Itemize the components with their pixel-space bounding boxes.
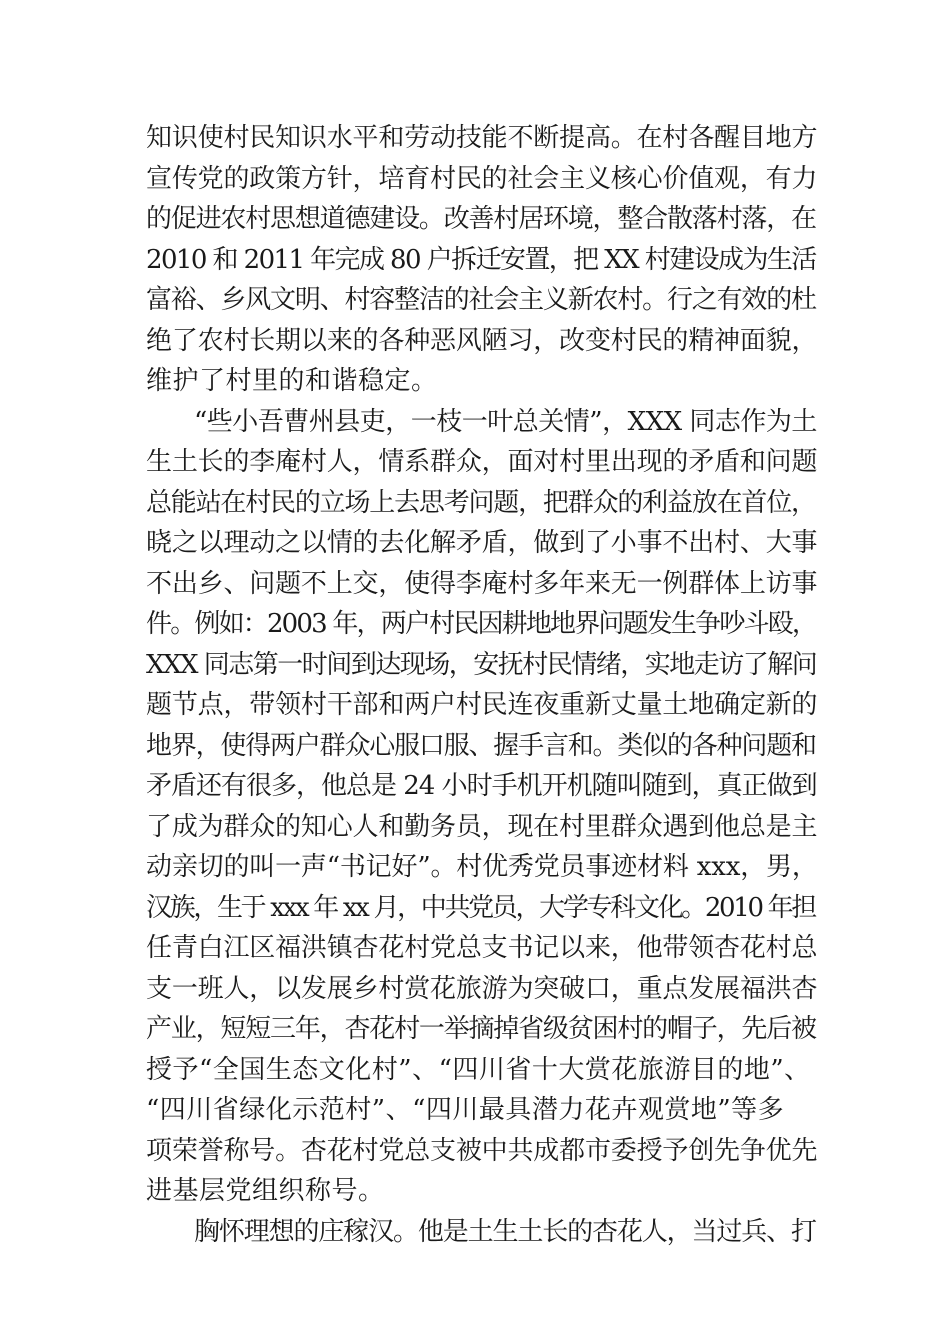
text-line: 不出乡、问题不上交，使得李庵村多年来无一例群体上访事 [146,568,818,599]
text-line: 绝了农村长期以来的各种恶风陋习，改变村民的精神面貌， [146,325,818,356]
text-line: 生土长的李庵村人，情系群众，面对村里出现的矛盾和问题 [146,447,818,477]
text-line: 维护了村里的和谐稳定。 [146,366,438,396]
text-line: 题节点，带领村干部和两户村民连夜重新丈量土地确定新的 [146,690,818,720]
text-line: 矛盾还有很多，他总是 24 小时手机开机随叫随到，真正做到 [146,771,817,801]
body-text [146,118,818,1252]
text-line: 授予“全国生态文化村”、“四川省十大赏花旅游目的地”、 [146,1054,811,1085]
text-line: 了成为群众的知心人和勤务员，现在村里群众遇到他总是主 [146,811,818,842]
text-line: 2010 和 2011 年完成 80 户拆迁安置，把 XX 村建设成为生活 [146,244,816,275]
text-line: 进基层党组织称号。 [146,1176,385,1206]
text-line: 动亲切的叫一声“书记好”。村优秀党员事迹材料 xxx，男， [146,852,818,882]
text-line: 富裕、乡风文明、村容整洁的社会主义新农村。行之有效的杜 [146,285,816,315]
text-line: “四川省绿化示范村”、“四川最具潜力花卉观赏地”等多 [146,1095,785,1125]
text-line: 知识使村民知识水平和劳动技能不断提高。在村各醒目地方 [146,123,818,153]
text-line: 汉族，生于 xxx 年 xx 月，中共党员，大学专科文化。2010 年担 [146,892,815,923]
text-line: 胸怀理想的庄稼汉。他是土生土长的杏花人，当过兵、打 [194,1216,816,1247]
text-line: 产业，短短三年，杏花村一举摘掉省级贫困村的帽子，先后被 [146,1014,816,1044]
text-line: 晓之以理动之以情的去化解矛盾，做到了小事不出村、大事 [146,528,818,558]
text-line: 任青白江区福洪镇杏花村党总支书记以来，他带领杏花村总 [146,933,818,963]
text-line: 宣传党的政策方针，培育村民的社会主义核心价值观，有力 [146,163,818,194]
text-line: 地界，使得两户群众心服口服、握手言和。类似的各种问题和 [146,730,816,761]
text-line: 总能站在村民的立场上去思考问题，把群众的利益放在首位， [146,487,816,518]
text-line: XXX 同志第一时间到达现场，安抚村民情绪，实地走访了解问 [146,649,817,680]
text-line: 支一班人，以发展乡村赏花旅游为突破口，重点发展福洪杏 [146,973,818,1004]
text-line: 件。例如：2003 年，两户村民因耕地地界问题发生争吵斗殴， [146,609,817,639]
text-line: 的促进农村思想道德建设。改善村居环境，整合散落村落，在 [146,204,816,234]
text-line: “些小吾曹州县吏，一枝一叶总关情”，XXX 同志作为土 [194,406,817,437]
text-line: 项荣誉称号。杏花村党总支被中共成都市委授予创先争优先 [146,1135,818,1166]
